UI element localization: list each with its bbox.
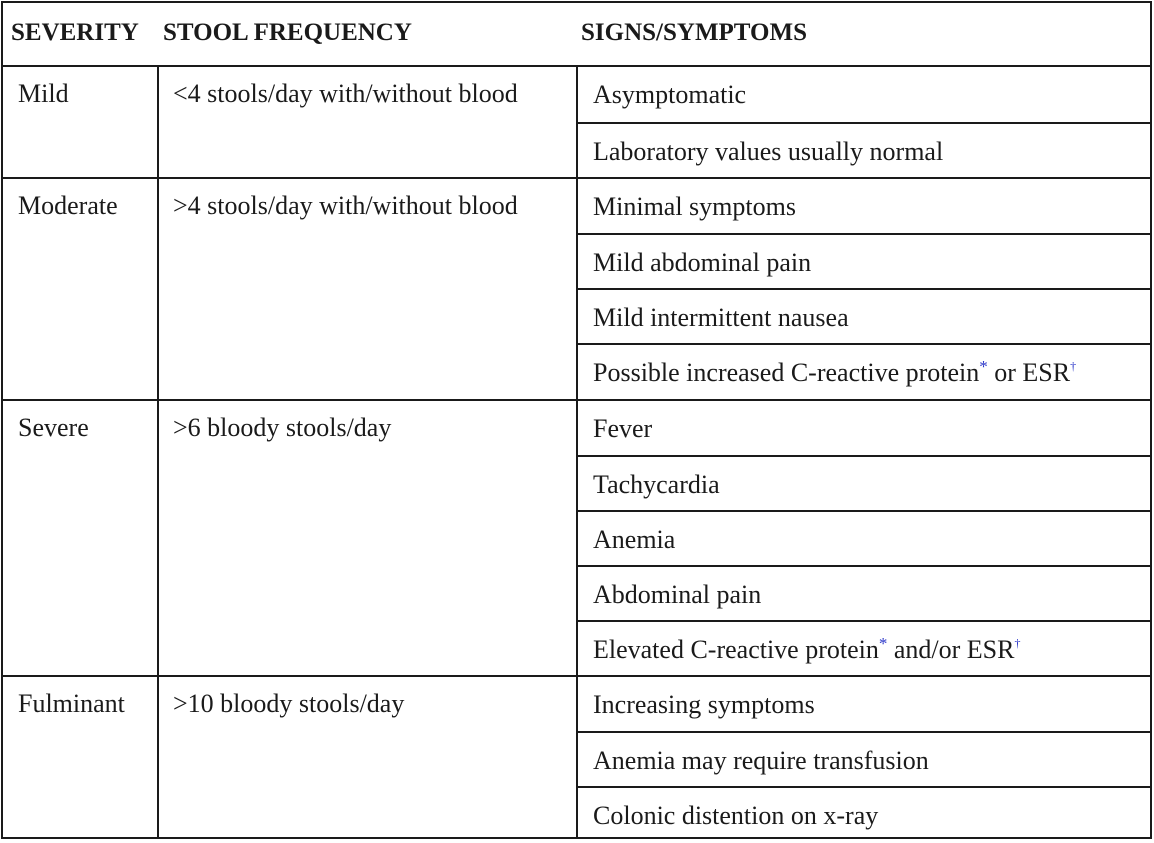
severity-cell: Mild bbox=[18, 79, 69, 108]
symptom-text: Possible increased C-reactive protein bbox=[593, 358, 980, 387]
table-row bbox=[3, 675, 1150, 837]
symptom-cell: Laboratory values usually normal bbox=[578, 122, 1150, 177]
footnote-mark[interactable]: * bbox=[878, 634, 888, 653]
table-row bbox=[3, 67, 1150, 177]
severity-cell: Fulminant bbox=[18, 689, 125, 718]
header-signs-symptoms: SIGNS/SYMPTOMS bbox=[581, 19, 807, 46]
symptom-cell: Abdominal pain bbox=[578, 565, 1150, 620]
table-row bbox=[3, 177, 1150, 399]
symptom-cell: Increasing symptoms bbox=[593, 690, 815, 719]
table-header bbox=[3, 3, 1150, 67]
symptom-cell-footnoted bbox=[578, 343, 1150, 398]
symptom-text: or ESR bbox=[987, 358, 1071, 387]
symptom-cell-footnoted bbox=[578, 620, 1150, 675]
frequency-cell: >4 stools/day with/without blood bbox=[173, 191, 518, 220]
severity-cell: Moderate bbox=[18, 191, 118, 220]
symptom-cell: Minimal symptoms bbox=[593, 192, 796, 221]
frequency-cell: <4 stools/day with/without blood bbox=[173, 79, 518, 108]
footnote-mark[interactable]: † bbox=[1070, 359, 1077, 373]
symptom-cell: Mild abdominal pain bbox=[578, 233, 1150, 288]
symptom-cell: Mild intermittent nausea bbox=[578, 288, 1150, 343]
symptom-cell: Fever bbox=[593, 414, 653, 443]
symptom-cell: Anemia may require transfusion bbox=[578, 731, 1150, 786]
symptom-cell: Anemia bbox=[578, 510, 1150, 565]
header-stool-frequency: STOOL FREQUENCY bbox=[163, 19, 412, 46]
frequency-cell: >6 bloody stools/day bbox=[173, 413, 392, 442]
symptom-cell: Asymptomatic bbox=[593, 80, 747, 109]
symptom-cell: Colonic distention on x-ray bbox=[578, 786, 1150, 841]
frequency-cell: >10 bloody stools/day bbox=[173, 689, 405, 718]
footnote-mark[interactable]: † bbox=[1014, 636, 1021, 650]
footnote-mark[interactable]: * bbox=[979, 357, 988, 376]
symptom-text: Elevated C-reactive protein bbox=[593, 635, 879, 664]
symptom-cell: Tachycardia bbox=[578, 455, 1150, 510]
symptom-text: and/or ESR bbox=[887, 635, 1015, 664]
table-row bbox=[3, 399, 1150, 675]
header-severity: SEVERITY bbox=[11, 19, 139, 46]
severity-cell: Severe bbox=[18, 413, 89, 442]
severity-table bbox=[1, 1, 1152, 839]
